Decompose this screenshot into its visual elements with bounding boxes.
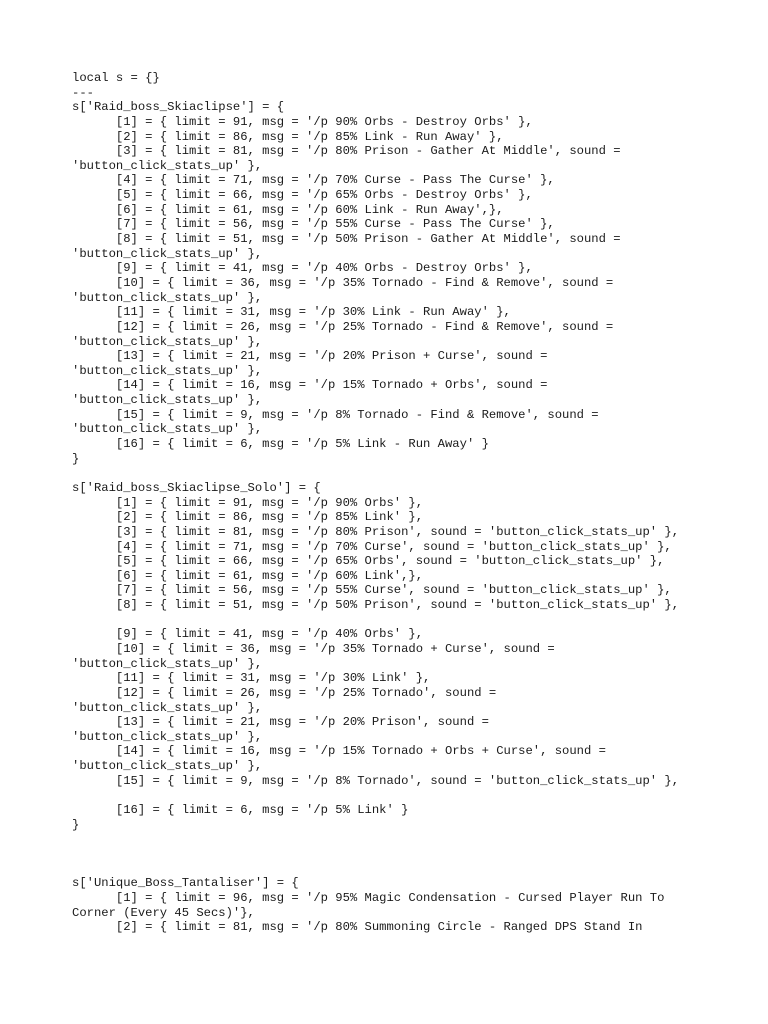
code-line: [9] = { limit = 41, msg = '/p 40% Orbs' }, (72, 627, 424, 642)
code-line: 'button_click_stats_up' }, (72, 158, 263, 173)
code-line: [1] = { limit = 96, msg = '/p 95% Magic Condensation - Cursed Player Run To (72, 890, 665, 905)
code-line (72, 832, 752, 847)
code-line: } (72, 451, 80, 466)
code-line: s['Unique_Boss_Tantaliser'] = { (72, 876, 299, 891)
code-line: [5] = { limit = 66, msg = '/p 65% Orbs - Destroy Orbs' }, (72, 188, 533, 203)
code-line: [5] = { limit = 66, msg = '/p 65% Orbs', sound = 'button_click_stats_up' }, (72, 554, 665, 569)
code-line: 'button_click_stats_up' }, (72, 334, 263, 349)
document-page (72, 71, 752, 935)
code-line: [12] = { limit = 26, msg = '/p 25% Tornado - Find & Remove', sound = (72, 319, 614, 334)
code-line: [15] = { limit = 9, msg = '/p 8% Tornado - Find & Remove', sound = (72, 407, 599, 422)
code-line: [1] = { limit = 91, msg = '/p 90% Orbs - Destroy Orbs' }, (72, 114, 533, 129)
code-line (72, 862, 752, 877)
code-line: [4] = { limit = 71, msg = '/p 70% Curse', sound = 'button_click_stats_up' }, (72, 539, 672, 554)
code-line: [11] = { limit = 31, msg = '/p 30% Link - Run Away' }, (72, 305, 511, 320)
code-line: [14] = { limit = 16, msg = '/p 15% Tornado + Orbs + Curse', sound = (72, 744, 606, 759)
code-line: [10] = { limit = 36, msg = '/p 35% Tornado + Curse', sound = (72, 641, 555, 656)
code-line: [2] = { limit = 81, msg = '/p 80% Summoning Circle - Ranged DPS Stand In (72, 920, 643, 935)
code-line: [12] = { limit = 26, msg = '/p 25% Tornado', sound = (72, 685, 497, 700)
code-line: [7] = { limit = 56, msg = '/p 55% Curse - Pass The Curse' }, (72, 217, 555, 232)
code-line (72, 613, 752, 628)
code-line: 'button_click_stats_up' }, (72, 246, 263, 261)
code-line: 'button_click_stats_up' }, (72, 729, 263, 744)
code-line: [8] = { limit = 51, msg = '/p 50% Prison', sound = 'button_click_stats_up' }, (72, 598, 680, 613)
code-line: 'button_click_stats_up' }, (72, 656, 263, 671)
code-line: [15] = { limit = 9, msg = '/p 8% Tornado', sound = 'button_click_stats_up' }, (72, 773, 680, 788)
code-line: [13] = { limit = 21, msg = '/p 20% Prison + Curse', sound = (72, 349, 548, 364)
code-line (72, 466, 752, 481)
code-line: 'button_click_stats_up' }, (72, 422, 263, 437)
code-line: [10] = { limit = 36, msg = '/p 35% Tornado - Find & Remove', sound = (72, 275, 614, 290)
code-line: [3] = { limit = 81, msg = '/p 80% Prison - Gather At Middle', sound = (72, 144, 621, 159)
code-line: [2] = { limit = 86, msg = '/p 85% Link' }, (72, 510, 424, 525)
code-line: [14] = { limit = 16, msg = '/p 15% Tornado + Orbs', sound = (72, 378, 548, 393)
code-line: 'button_click_stats_up' }, (72, 363, 263, 378)
code-line: } (72, 817, 80, 832)
code-line (72, 847, 752, 862)
code-line: 'button_click_stats_up' }, (72, 393, 263, 408)
code-line: Corner (Every 45 Secs)'}, (72, 905, 255, 920)
code-line: s['Raid_boss_Skiaclipse'] = { (72, 100, 285, 115)
code-line: [2] = { limit = 86, msg = '/p 85% Link - Run Away' }, (72, 129, 504, 144)
code-line: 'button_click_stats_up' }, (72, 290, 263, 305)
code-line: [1] = { limit = 91, msg = '/p 90% Orbs' }, (72, 495, 424, 510)
code-line: [16] = { limit = 6, msg = '/p 5% Link' } (72, 803, 409, 818)
code-line: 'button_click_stats_up' }, (72, 700, 263, 715)
code-line: [6] = { limit = 61, msg = '/p 60% Link - Run Away',}, (72, 202, 504, 217)
code-line: [3] = { limit = 81, msg = '/p 80% Prison', sound = 'button_click_stats_up' }, (72, 524, 680, 539)
code-line: [9] = { limit = 41, msg = '/p 40% Orbs - Destroy Orbs' }, (72, 261, 533, 276)
code-line: 'button_click_stats_up' }, (72, 759, 263, 774)
code-line: [16] = { limit = 6, msg = '/p 5% Link - Run Away' } (72, 437, 489, 452)
code-line: s['Raid_boss_Skiaclipse_Solo'] = { (72, 480, 321, 495)
code-line: [4] = { limit = 71, msg = '/p 70% Curse - Pass The Curse' }, (72, 173, 555, 188)
code-line: [11] = { limit = 31, msg = '/p 30% Link' }, (72, 671, 431, 686)
code-line: local s = {} (72, 71, 160, 85)
code-line (72, 788, 752, 803)
code-line: [6] = { limit = 61, msg = '/p 60% Link',}, (72, 568, 424, 583)
code-line: [8] = { limit = 51, msg = '/p 50% Prison - Gather At Middle', sound = (72, 232, 621, 247)
code-line: [7] = { limit = 56, msg = '/p 55% Curse', sound = 'button_click_stats_up' }, (72, 583, 672, 598)
code-line: [13] = { limit = 21, msg = '/p 20% Prison', sound = (72, 715, 489, 730)
code-line: --- (72, 85, 94, 100)
